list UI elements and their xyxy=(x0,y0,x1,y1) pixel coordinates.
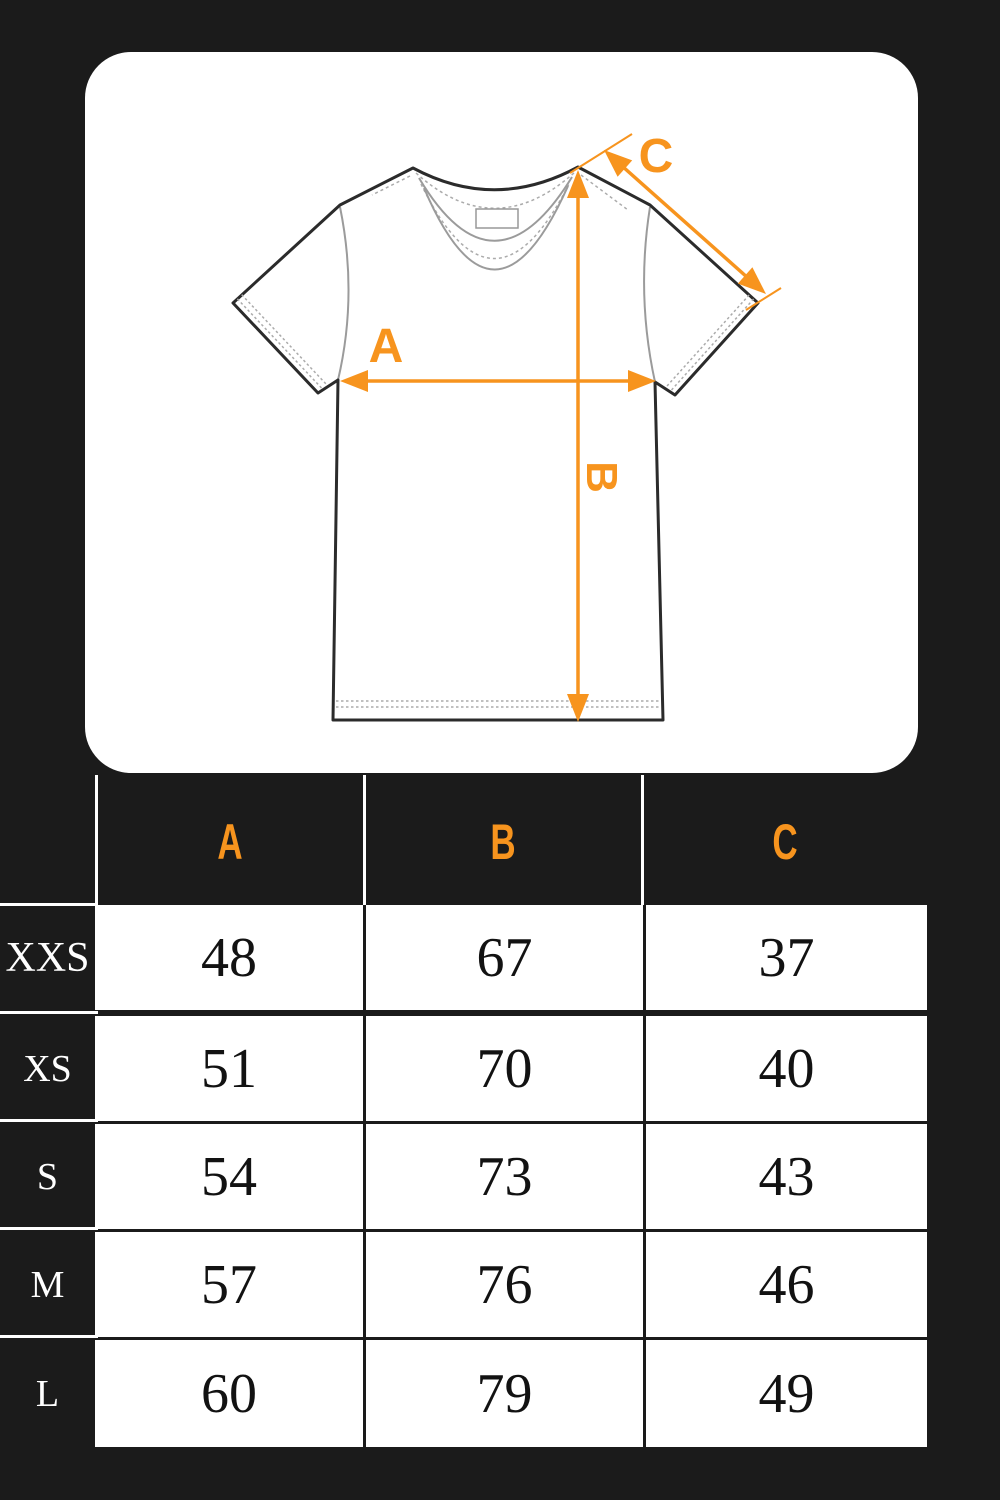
cell-c: 37 xyxy=(643,905,927,1010)
table-row xyxy=(95,1232,927,1337)
cell-b: 67 xyxy=(363,905,643,1010)
cell-b: 73 xyxy=(363,1124,643,1229)
row-label-xxs: XXS xyxy=(5,934,90,981)
label-separator xyxy=(0,1335,98,1338)
column-header-c: C xyxy=(772,814,798,870)
tshirt-measure-diagram xyxy=(85,52,918,773)
table-row xyxy=(95,1340,927,1447)
cell-c: 43 xyxy=(643,1124,927,1229)
row-label-l: L xyxy=(35,1372,60,1415)
tshirt-outline xyxy=(233,167,758,720)
cell-b: 79 xyxy=(363,1340,643,1447)
left-armhole-seam xyxy=(338,207,349,380)
cell-c: 40 xyxy=(643,1016,927,1121)
label-separator xyxy=(0,903,98,906)
header-divider-mid-2 xyxy=(641,775,644,906)
header-divider-mid-1 xyxy=(363,775,366,906)
row-label-m: M xyxy=(30,1263,65,1306)
cell-b: 76 xyxy=(363,1232,643,1337)
arrowhead-up-icon xyxy=(567,170,589,198)
row-label-xs: XS xyxy=(23,1047,72,1090)
row-label-s: S xyxy=(36,1155,59,1198)
label-separator xyxy=(0,1227,98,1230)
cell-c: 49 xyxy=(643,1340,927,1447)
table-row xyxy=(95,1124,927,1229)
neck-label-tag xyxy=(476,209,518,228)
arrowhead-down-icon xyxy=(567,694,589,722)
dimension-b-arrow xyxy=(567,170,589,722)
left-sleeve-hem-stitch-1 xyxy=(237,299,322,389)
cell-c: 46 xyxy=(643,1232,927,1337)
cell-a: 60 xyxy=(201,1362,258,1425)
cell-b: 70 xyxy=(363,1016,643,1121)
right-sleeve-hem-stitch-1 xyxy=(671,299,754,391)
diagram-card xyxy=(85,52,918,773)
label-separator xyxy=(0,1119,98,1122)
label-separator xyxy=(0,1011,98,1014)
left-sleeve-hem-stitch-2 xyxy=(242,295,327,385)
arrowhead-left-icon xyxy=(340,370,368,392)
header-divider-left xyxy=(95,775,98,906)
column-header-b: B xyxy=(490,814,516,870)
diagram-label-a: A xyxy=(368,320,404,373)
cell-a: 48 xyxy=(201,926,258,989)
diagram-label-c: C xyxy=(638,130,674,183)
cell-a: 57 xyxy=(201,1253,258,1316)
column-header-a: A xyxy=(217,814,243,870)
right-armhole-seam xyxy=(644,207,655,382)
dimension-a-arrow xyxy=(340,370,656,392)
right-sleeve-hem-stitch-2 xyxy=(666,295,749,387)
table-row xyxy=(95,905,927,1010)
cell-a: 51 xyxy=(201,1037,258,1100)
diagram-label-b: B xyxy=(577,461,626,493)
dimension-c-arrow xyxy=(570,134,781,310)
table-row xyxy=(95,1016,927,1121)
arrowhead-right-icon xyxy=(628,370,656,392)
cell-a: 54 xyxy=(201,1145,258,1208)
